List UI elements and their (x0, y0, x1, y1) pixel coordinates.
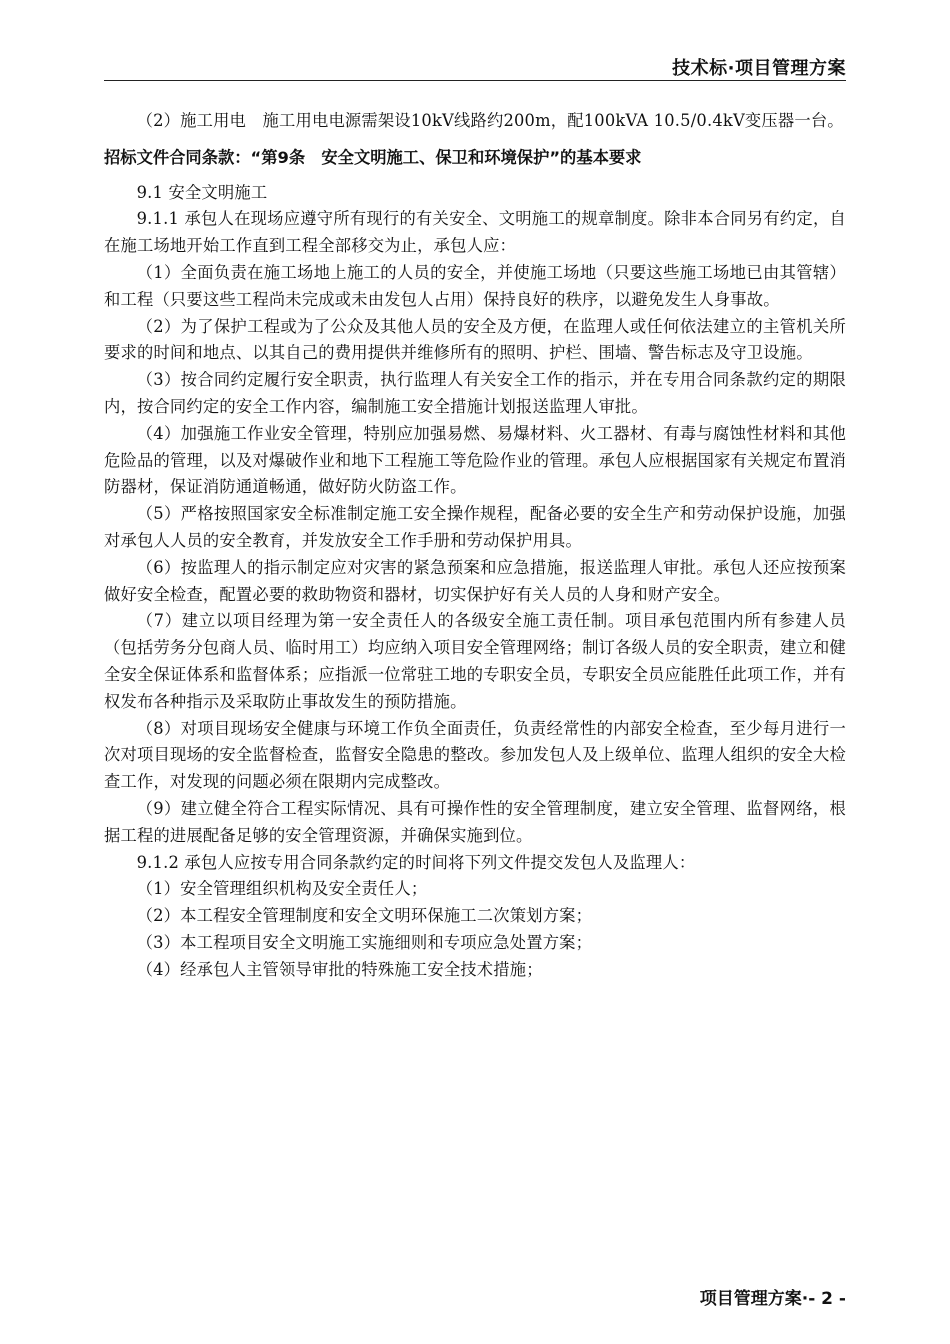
list-item: （4）经承包人主管领导审批的特殊施工安全技术措施； (136, 959, 543, 979)
paragraph: （1）全面负责在施工场地上施工的人员的安全，并使施工场地（只要这些施工场地已由其管辖）和工程（只要这些工程尚未完成或未由发包人占用）保持良好的秩序，以避免发生人身事故。 (104, 262, 846, 309)
paragraph: （2）为了保护工程或为了公众及其他人员的安全及方便，在监理人或任何依法建立的主管机关所要求的时间和地点、以其自己的费用提供并维修所有的照明、护栏、围墙、警告标志及守卫设施。 (104, 316, 846, 363)
page-header (104, 50, 846, 81)
paragraph: （6）按监理人的指示制定应对灾害的紧急预案和应急措施，报送监理人审批。承包人还应按预案做好安全检查，配置必要的救助物资和器材，切实保护好有关人员的人身和财产安全。 (104, 557, 846, 604)
section-heading: 招标文件合同条款：“第9条 安全文明施工、保卫和环境保护”的基本要求 (104, 147, 642, 167)
list-item: （2）本工程安全管理制度和安全文明环保施工二次策划方案； (136, 906, 593, 926)
paragraph: （3）按合同约定履行安全职责，执行监理人有关安全工作的指示，并在专用合同条款约定的期限内，按合同约定的安全工作内容，编制施工安全措施计划报送监理人审批。 (104, 370, 846, 416)
paragraph: 9.1 安全文明施工 (136, 182, 268, 202)
header-title: 技术标·项目管理方案 (672, 58, 846, 79)
paragraph: 9.1.2 承包人应按专用合同条款约定的时间将下列文件提交发包人及监理人： (136, 852, 696, 872)
paragraph: （8）对项目现场安全健康与环境工作负全面责任，负责经常性的内部安全检查，至少每月进行一次对项目现场的安全监督检查，监督安全隐患的整改。参加发包人及上级单位、监理人组织的安全大检查工作，对发现的问题必须在限期内完成整改。 (104, 718, 846, 792)
paragraph: （9）建立健全符合工程实际情况、具有可操作性的安全管理制度，建立安全管理、监督网络，根据工程的进展配备足够的安全管理资源，并确保实施到位。 (104, 798, 846, 845)
paragraph: 9.1.1 承包人在现场应遵守所有现行的有关安全、文明施工的规章制度。除非本合同另有约定，自在施工场地开始工作直到工程全部移交为止，承包人应： (104, 209, 846, 256)
list-item: （3）本工程项目安全文明施工实施细则和专项应急处置方案； (136, 932, 593, 952)
paragraph: （4）加强施工作业安全管理，特别应加强易燃、易爆材料、火工器材、有毒与腐蚀性材料和其他危险品的管理，以及对爆破作业和地下工程施工等危险作业的管理。承包人应根据国家有关规定布置消防器材，保证消防通道畅通，做好防火防盗工作。 (104, 423, 846, 497)
page-footer: 项目管理方案·- 2 - (699, 1289, 846, 1309)
paragraph: （7）建立以项目经理为第一安全责任人的各级安全施工责任制。项目承包范围内所有参建人员（包括劳务分包商人员、临时用工）均应纳入项目安全管理网络；制订各级人员的安全职责，建立和健全安全保证体系和监督体系；应指派一位常驻工地的专职安全员，专职安全员应能胜任此项工作，并有权发布各种指示及采取防止事故发生的预防措施。 (104, 611, 846, 711)
document-body (104, 108, 846, 984)
paragraph-power-supply: （2）施工用电 施工用电电源需架设10kV线路约200m，配100kVA 10.5/0.4kV变压器一台。 (136, 111, 844, 130)
list-item: （1）安全管理组织机构及安全责任人； (136, 879, 428, 899)
paragraph: （5）严格按照国家安全标准制定施工安全操作规程，配备必要的安全生产和劳动保护设施，加强对承包人人员的安全教育，并发放安全工作手册和劳动保护用具。 (104, 504, 846, 550)
